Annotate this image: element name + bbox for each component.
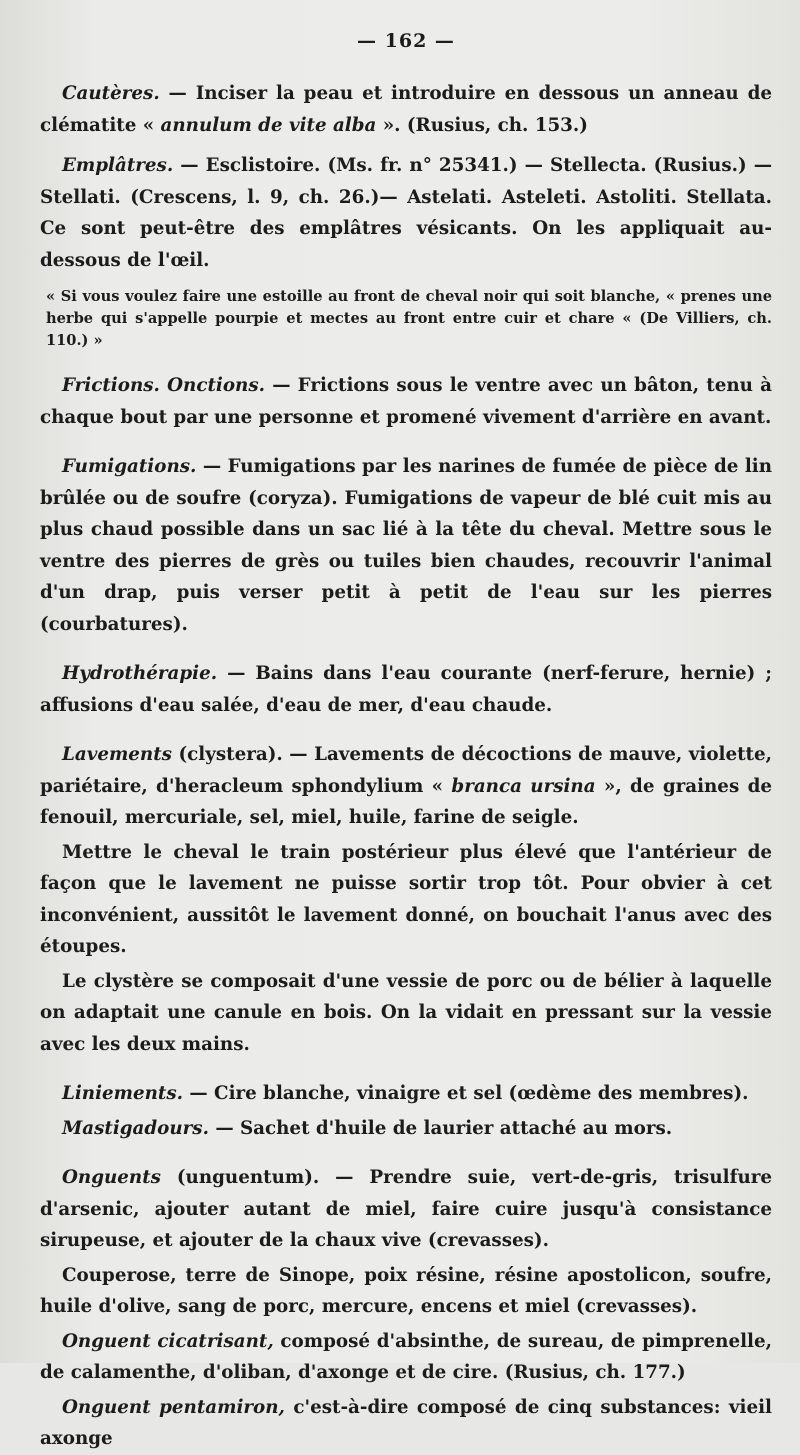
entry-text: — Frictions sous le ventre avec un bâton, tenu à chaque bout par une personne et promené vivement d'arrière en avant. bbox=[40, 375, 773, 428]
page-number: — 162 — bbox=[357, 30, 455, 52]
lavements-paragraph-3: Le clystère se composait d'une vessie de porc ou de bélier à laquelle on adaptait une canule en bois. On la vidait en pressant sur la vessie avec les deux mains. bbox=[40, 970, 772, 1055]
quote-block: « Si vous voulez faire une estoille au front de cheval noir qui soit blanche, « prenes une herbe qui s'appelle pourpie et mectes au front entre cuir et chare « (De Villiers, ch. 110.) » bbox=[46, 288, 772, 349]
entry-emplatres bbox=[40, 150, 772, 276]
entry-italic: branca ursina bbox=[451, 775, 596, 797]
entry-frictions bbox=[40, 370, 772, 433]
entry-heading: Cautères. bbox=[62, 83, 160, 104]
entry-heading: Lavements bbox=[62, 744, 172, 765]
entry-heading: Onguent pentamiron, bbox=[62, 1396, 285, 1418]
entry-cauteres bbox=[40, 78, 772, 141]
entry-tail: », de graines de fenouil, mercuriale, sel, miel, huile, farine de seigle. bbox=[40, 775, 772, 828]
entry-tail: ». (Rusius, ch. 153.) bbox=[376, 114, 588, 136]
entry-text: composé d'absinthe, de sureau, de pimprenelle, de calamenthe, d'oliban, d'axonge et de cire. (Rusius, ch. 177.) bbox=[40, 1330, 772, 1383]
entry-heading: Emplâtres. bbox=[62, 155, 174, 176]
entry-hydrotherapie bbox=[40, 658, 772, 721]
entry-text: — Fumigations par les narines de fumée de pièce de lin brûlée ou de soufre (coryza). Fumigations de vapeur de blé cuit mis au plus chaud possible dans un sac lié à la tête du cheval. Mettre sous le ventre des pierres de grès ou tuiles bien chaudes, recouvrir l'animal d'un drap, puis verser petit à petit de l'eau sur les pierres (courbatures). bbox=[40, 456, 772, 635]
entry-liniements bbox=[40, 1078, 772, 1110]
entry-fumigations bbox=[40, 451, 772, 640]
entry-lavements bbox=[40, 739, 772, 834]
entry-text: — Sachet d'huile de laurier attaché au mors. bbox=[208, 1117, 673, 1139]
entry-mastigadours bbox=[40, 1113, 772, 1145]
entry-onguents bbox=[40, 1162, 772, 1257]
entry-text: — Bains dans l'eau courante (nerf-ferure, hernie) ; affusions d'eau salée, d'eau de mer, d'eau chaude. bbox=[40, 663, 772, 716]
entry-text: — Inciser la peau et introduire en dessous un anneau de clématite « bbox=[40, 83, 772, 136]
entry-text: (unguentum). — Prendre suie, vert-de-gris, trisulfure d'arsenic, ajouter autant de miel, faire cuire jusqu'à consistance sirupeuse, et ajouter de la chaux vive (crevasses). bbox=[40, 1167, 772, 1251]
entry-heading: Mastigadours. bbox=[62, 1117, 209, 1139]
entry-text: c'est-à-dire composé de cinq substances: vieil axonge bbox=[40, 1396, 772, 1449]
entry-text: — Esclistoire. (Ms. fr. n° 25341.) — Stellecta. (Rusius.) — Stellati. (Crescens, l. 9, ch. 26.)— Astelati. Asteleti. Astoliti. Stellata. Ce sont peut-être des emplâtres vésicants. On les appliquait au-dessous de l'œil. bbox=[40, 155, 772, 271]
entry-heading: Onguent cicatrisant, bbox=[62, 1330, 274, 1352]
entry-text: — Cire blanche, vinaigre et sel (œdème des membres). bbox=[183, 1083, 749, 1104]
entry-heading: Hydrothérapie. bbox=[62, 663, 218, 684]
entry-heading: Liniements. bbox=[62, 1083, 184, 1104]
entry-heading: Fumigations. bbox=[62, 456, 197, 477]
entry-italic: annulum de vite alba bbox=[160, 114, 377, 136]
entry-heading: Onguents bbox=[62, 1167, 161, 1188]
entry-onguent-cicatrisant bbox=[40, 1326, 772, 1389]
lavements-paragraph-2: Mettre le cheval le train postérieur plus élevé que l'antérieur de façon que le lavement ne puisse sortir trop tôt. Pour obvier à cet inconvénient, aussitôt le lavement donné, on bouchait l'anus avec des étoupes. bbox=[40, 841, 772, 957]
entry-onguent-pentamiron bbox=[40, 1392, 772, 1455]
onguents-paragraph-2: Couperose, terre de Sinope, poix résine, résine apostolicon, soufre, huile d'olive, sang de porc, mercure, encens et miel (crevasses). bbox=[40, 1264, 772, 1317]
entry-text: (clystera). — Lavements de décoctions de mauve, violette, pariétaire, d'heracleum sphondylium « bbox=[40, 744, 772, 797]
entry-heading: Frictions. Onctions. bbox=[62, 375, 265, 396]
